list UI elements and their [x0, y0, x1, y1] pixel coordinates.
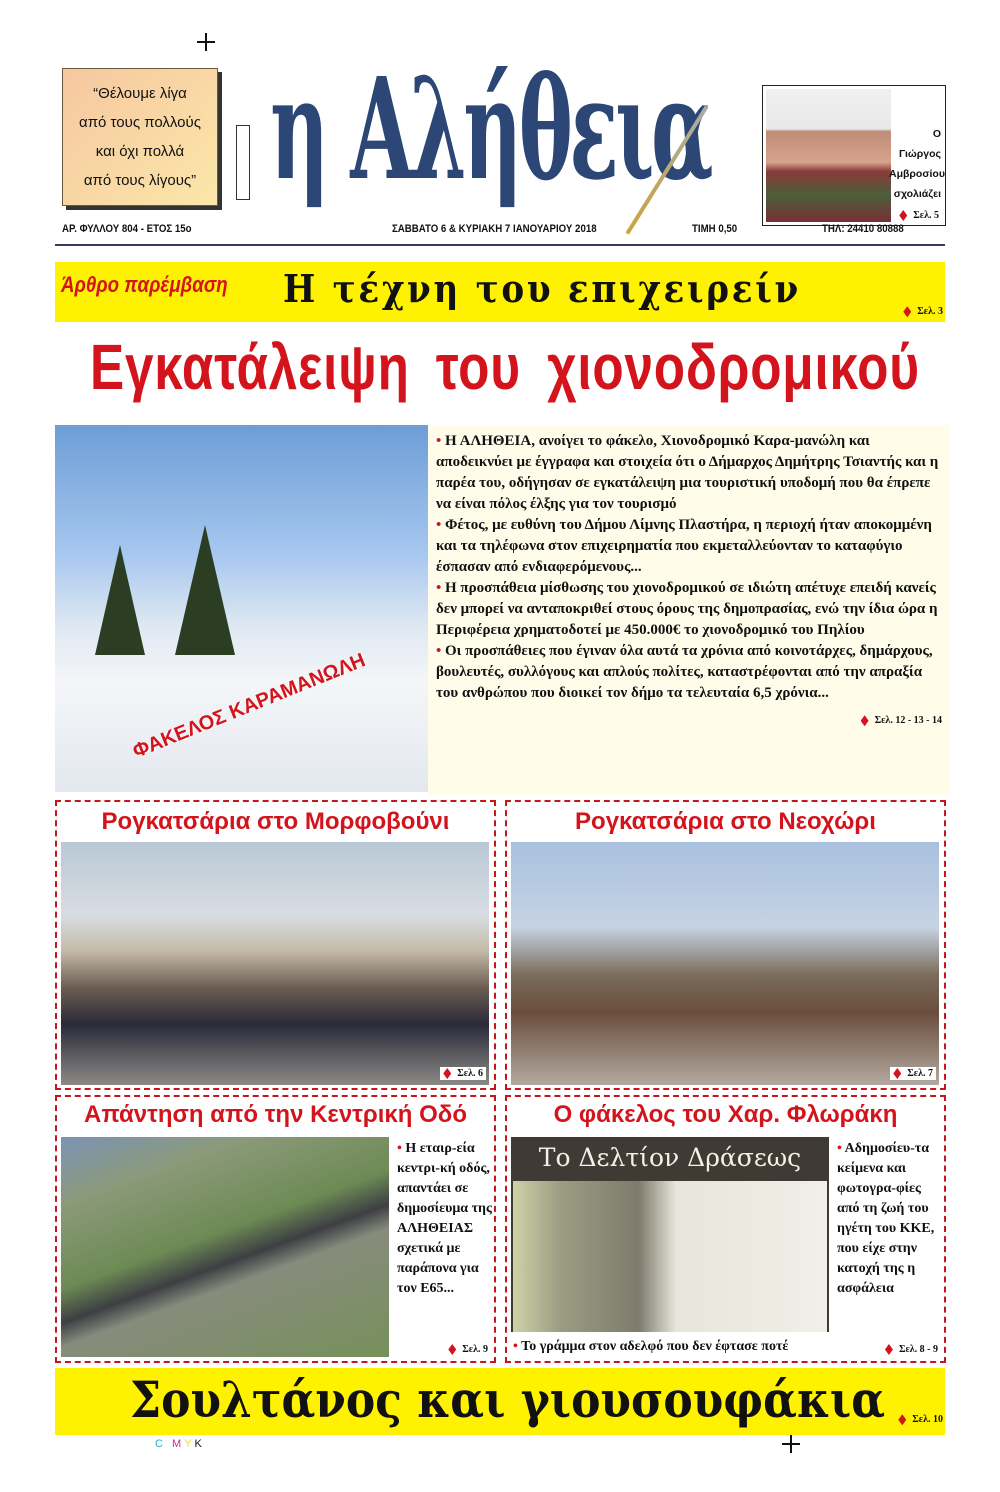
- page-ref-text: Σελ. 9: [462, 1343, 488, 1355]
- caption-line: Αμβροσίου: [889, 168, 945, 180]
- cmyk-m: M: [172, 1438, 185, 1450]
- page-ref-text: Σελ. 3: [917, 306, 943, 317]
- box-text-body: Αδημοσίευ-τα κείμενα και φωτογρα-φίες από τη ζωή του ηγέτη του ΚΚΕ, που είχε στην κατοχή της η ασφάλεια: [837, 1141, 935, 1296]
- page-ref: [440, 1067, 486, 1080]
- box-footer: • Το γράμμα στον αδελφό που δεν έφτασε ποτέ: [513, 1339, 789, 1354]
- highway-photo: [61, 1137, 389, 1357]
- page-ref: [448, 1344, 488, 1355]
- diamond-icon: [448, 1344, 456, 1355]
- diamond-icon: [893, 1068, 901, 1079]
- divider: [55, 244, 945, 246]
- opinion-label: Άρθρο παρέμβαση: [61, 272, 228, 297]
- page-ref-text: Σελ. 5: [913, 209, 939, 221]
- box-title: Απάντηση από την Κεντρική Οδό: [84, 1101, 467, 1128]
- diamond-icon: [861, 715, 869, 726]
- lead-story-text: [428, 425, 950, 795]
- caption-line: Ο Γιώργος: [899, 128, 941, 160]
- cmyk-y: Y: [184, 1438, 195, 1450]
- page-ref: [898, 1414, 943, 1425]
- box-text: • Αδημοσίευ-τα κείμενα και φωτογρα-φίες από τη ζωή του ηγέτη του ΚΚΕ, που είχε στην κατοχή της η ασφάλεια: [837, 1141, 935, 1296]
- page-ref-text: Σελ. 7: [907, 1067, 933, 1079]
- bullet-text: Η προσπάθεια μίσθωσης του χιονοδρομικού σε ιδιώτη απέτυχε επειδή κανείς δεν μπορεί να ανταποκριθεί στους όρους της δημοπρασίας, ενώ την ίδια ώρα η Περιφέρεια χρηματοδοτεί με 450.000€ το χιονοδρομικό του Πηλίου: [436, 580, 938, 638]
- columnist-box[interactable]: [762, 85, 946, 226]
- phone: ΤΗΛ: 24410 80888: [822, 223, 904, 235]
- tree: [175, 525, 235, 655]
- bullet-text: Φέτος, με ευθύνη του Δήμου Λίμνης Πλαστήρα, η περιοχή ήταν αποκομμένη και τα τηλέφωνα στον επιχειρηματία που εκμεταλλεύονταν το καταφύγιο έσπασαν από ενδιαφερόμενους...: [436, 517, 932, 575]
- diamond-icon: [443, 1068, 451, 1079]
- dossier-image: [513, 1181, 827, 1332]
- caption-line: σχολιάζει: [893, 188, 941, 200]
- bullet: • Η ΑΛΗΘΕΙΑ, ανοίγει το φάκελο, Χιονοδρομικό Καρα-μανώλη και αποδεικνύει με έγγραφα και στοιχεία ότι ο Δήμαρχος Δημήτρης Τσιαντής και η παρέα του, οδήγησαν σε εγκατάλειψη μια τουριστική υποδομή που θα έπρεπε να είναι πόλος έλξης για τον τουρισμό: [436, 433, 939, 512]
- box-title: Ρογκατσάρια στο Νεοχώρι: [575, 808, 876, 835]
- press-badge-icon: [236, 125, 250, 200]
- bullet: • Οι προσπάθειες που έγιναν όλα αυτά τα χρόνια από κοινοτάρχες, δημάρχους, βουλευτές, συλλόγους και απλούς πολίτες, καταστρέφονται από την απραξία του ανθρώπου που διοικεί τον δήμο τα τελευταία 6,5 χρόνια...: [436, 643, 933, 701]
- newspaper-logo: η Αλήθεια: [270, 48, 711, 212]
- crop-mark: [782, 1435, 800, 1453]
- box-text: • Η εταιρ-εία κεντρι-κή οδός, απαντάει σε δημοσίευμα της ΑΛΗΘΕΙΑΣ σχετικά με παράπονα για τον Ε65...: [397, 1141, 492, 1296]
- diamond-icon: [885, 1344, 893, 1355]
- story-box-florakis[interactable]: [505, 1095, 946, 1363]
- box-text-body: Η εταιρ-εία κεντρι-κή οδός, απαντάει σε δημοσίευμα της ΑΛΗΘΕΙΑΣ σχετικά με παράπονα για τον Ε65...: [397, 1141, 492, 1296]
- bullet-text: Οι προσπάθειες που έγιναν όλα αυτά τα χρόνια από κοινοτάρχες, δημάρχους, βουλευτές, συλλόγους και απλούς πολίτες, καταστρέφονται από την απραξία του ανθρώπου που διοικεί τον δήμο τα τελευταία 6,5 χρόνια...: [436, 643, 933, 701]
- bottom-headline-bar[interactable]: [55, 1368, 945, 1435]
- box-title: Ρογκατσάρια στο Μορφοβούνι: [101, 808, 450, 835]
- box-footer-text: Το γράμμα στον αδελφό που δεν έφτασε ποτέ: [521, 1339, 789, 1354]
- tree-gathering-photo: [511, 842, 939, 1085]
- page-ref: [436, 710, 942, 731]
- motto-line: από τους πολλούς: [79, 114, 201, 131]
- main-headline[interactable]: Εγκατάλειψη του χιονοδρομικού: [90, 331, 920, 403]
- page-ref: [885, 1344, 938, 1355]
- page-ref-text: Σελ. 8 - 9: [898, 1343, 938, 1355]
- document-photo: [511, 1137, 829, 1332]
- issue-price: ΤΙΜΗ 0,50: [692, 223, 738, 235]
- story-box-neochori[interactable]: [505, 800, 946, 1090]
- ski-resort-photo: [55, 425, 428, 792]
- tree: [95, 545, 145, 655]
- cmyk-k: K: [194, 1438, 205, 1450]
- page-ref-text: Σελ. 6: [457, 1067, 483, 1079]
- photo-caption: ΦΑΚΕΛΟΣ ΚΑΡΑΜΑΝΩΛΗ: [129, 649, 369, 763]
- motto-line: και όχι πολλά: [95, 143, 185, 160]
- bullet: • Η προσπάθεια μίσθωσης του χιονοδρομικού σε ιδιώτη απέτυχε επειδή κανείς δεν μπορεί να ανταποκριθεί στους όρους της δημοπρασίας, ενώ την ίδια ώρα η Περιφέρεια χρηματοδοτεί με 450.000€ το χιονοδρομικό του Πηλίου: [436, 580, 938, 638]
- opinion-bar[interactable]: [55, 262, 945, 322]
- motto-line: “Θέλουμε λίγα: [93, 85, 187, 102]
- opinion-title: Η τέχνη του επιχειρείν: [283, 266, 801, 311]
- box-title: Ο φάκελος του Χαρ. Φλωράκη: [553, 1101, 898, 1128]
- diamond-icon: [899, 210, 907, 221]
- motto-box: [62, 68, 218, 206]
- issue-number: ΑΡ. ΦΥΛΛΟΥ 804 - ΕΤΟΣ 15ο: [62, 223, 192, 235]
- carnival-photo: [61, 842, 489, 1085]
- bottom-headline: Σουλτάνος και γιουσουφάκια: [130, 1370, 886, 1429]
- page-ref: [903, 306, 943, 317]
- story-box-morfovouni[interactable]: [55, 800, 496, 1090]
- motto-line: από τους λίγους”: [83, 172, 197, 189]
- page-ref-text: Σελ. 12 - 13 - 14: [874, 715, 942, 726]
- crop-mark: [197, 33, 215, 51]
- photo-heading: Το Δελτίον Δράσεως: [538, 1143, 802, 1172]
- page-ref: [890, 1067, 936, 1080]
- page-ref-text: Σελ. 10: [912, 1414, 943, 1425]
- bullet: • Φέτος, με ευθύνη του Δήμου Λίμνης Πλαστήρα, η περιοχή ήταν αποκομμένη και τα τηλέφωνα στον επιχειρηματία που εκμεταλλεύονταν το καταφύγιο έσπασαν από ενδιαφερόμενους...: [436, 517, 932, 575]
- issue-date: ΣΑΒΒΑΤΟ 6 & ΚΥΡΙΑΚΗ 7 ΙΑΝΟΥΑΡΙΟΥ 2018: [392, 223, 597, 235]
- diamond-icon: [898, 1414, 906, 1425]
- diamond-icon: [903, 306, 911, 317]
- cmyk-marks: [155, 1438, 205, 1450]
- page-ref: [899, 210, 939, 221]
- cmyk-c: C: [155, 1438, 166, 1450]
- bullet-text: Η ΑΛΗΘΕΙΑ, ανοίγει το φάκελο, Χιονοδρομικό Καρα-μανώλη και αποδεικνύει με έγγραφα και στοιχεία ότι ο Δήμαρχος Δημήτρης Τσιαντής και η παρέα του, οδήγησαν σε εγκατάλειψη μια τουριστική υποδομή που θα έπρεπε να είναι πόλος έλξης για τον τουρισμό: [436, 433, 939, 512]
- columnist-caption: [889, 124, 945, 204]
- columnist-photo: [766, 89, 891, 222]
- story-box-kentriki-odos[interactable]: [55, 1095, 496, 1363]
